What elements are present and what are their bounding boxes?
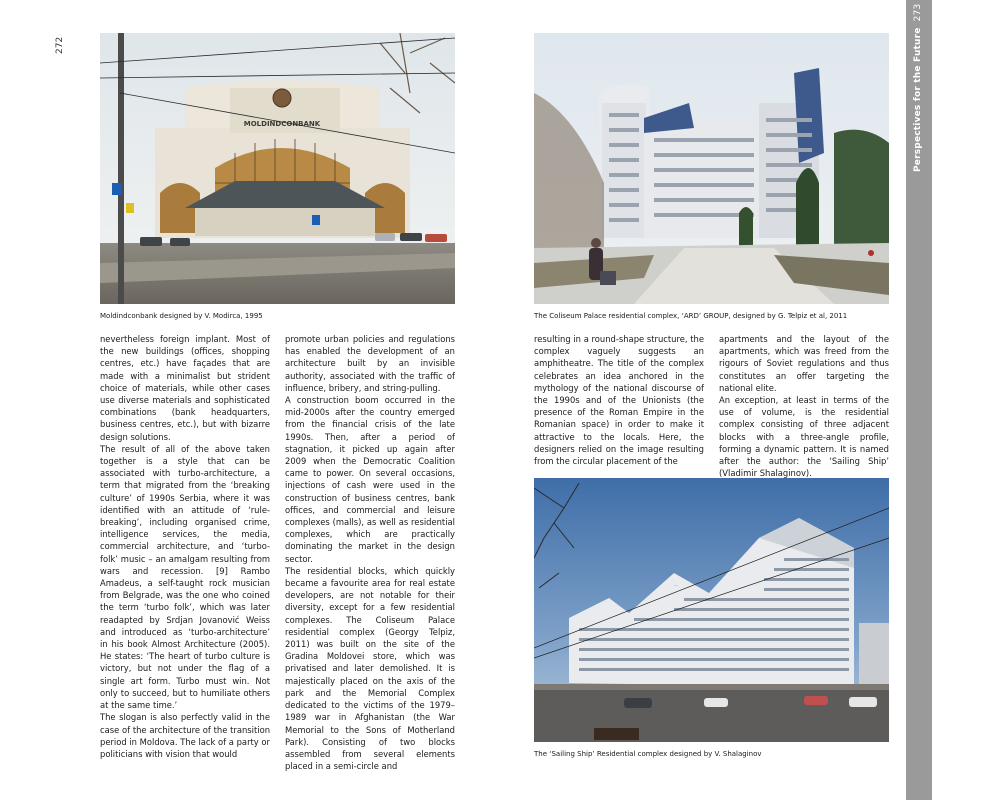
paragraph: promote urban policies and regulations has enabled the development of an architecture built by an invisible authority, associated with the traffic of influence, bribery, and string-pulling. <box>285 334 455 393</box>
page-number-right: 273 <box>913 3 923 22</box>
paragraph: The slogan is also perfectly valid in the case of the architecture of the transition period in Moldova. The lack of a party or politicians with vision that would <box>100 712 270 759</box>
sailing-ship-sign: ... <box>674 582 678 587</box>
paragraph: An exception, at least in terms of the use of volume, is the residential complex consisting of three adjacent blocks with a three-angle profile, forming a dynamic pattern. It is named after the author: the ‘Sailing Ship’ (Vladimir Shalaginov). <box>719 395 889 479</box>
paragraph: The result of all of the above taken together is a style that can be associated with turbo-architecture, a term that migrated from the ‘breaking culture’ of 1990s Serbia, where it was identified with an attitude of ‘rule-breaking’, including organised crime, intelligence services, the media, commercial architecture, and ‘turbo-folk’ music – an amalgam resulting from wars and recession. [9] Rambo Amadeus, a self-taught rock musician from Belgrade, was the one who coined the term ‘turbo folk’, which was later readapted by Srdjan Jovanović Weiss and introduced as ‘turbo-architecture’ in his book Almost Architecture (2005). He states: ‘The heart of turbo culture is victory, but not under the flag of a single art form. Turbo must win. Not only to succeed, but to humiliate others at the same time.’ <box>100 443 270 711</box>
photo-sailing-ship <box>534 478 889 742</box>
moldindconbank-sign: MOLDINDCONBANK <box>243 120 321 128</box>
running-head <box>906 3 932 172</box>
text-column-3 <box>534 333 704 467</box>
text-column-2 <box>285 333 455 772</box>
paragraph: resulting in a round-shape structure, the complex vaguely suggests an amphitheatre. The title of the complex celebrates an idea anchored in the mythology of the national discourse of the 1990s and of the Unionists (the presence of the Roman Empire in the Romanian space) in order to make it attractive to the locals. Here, the designers relied on the image resulting from the circular placement of the <box>534 334 704 467</box>
caption-coliseum-palace: The Coliseum Palace residential complex, ‘ARD’ GROUP, designed by G. Telpiz et al, 2011 <box>534 312 848 320</box>
paragraph: apartments and the layout of the apartments, which was freed from the rigours of Soviet regulations and thus constitutes an offer targeting the national elite. <box>719 334 889 393</box>
photo-moldindconbank <box>100 33 455 304</box>
paragraph: The residential blocks, which quickly became a favourite area for real estate developers, are not notable for their diversity, except for a few residential complexes. The Coliseum Palace residential complex (Georgy Telpiz, 2011) was built on the site of the Gradina Moldovei store, which was privatised and later demolished. It is majestically placed on the axis of the park and the Memorial Complex dedicated to the victims of the 1979–1989 war in Afghanistan (the War Memorial to the Sons of Motherland Park). Consisting of two blocks assembled from several elements placed in a semi-circle and <box>285 565 455 772</box>
page-number-left: 272 <box>55 36 65 54</box>
text-column-1 <box>100 333 270 760</box>
photo-coliseum-palace <box>534 33 889 304</box>
paragraph: A construction boom occurred in the mid-2000s after the country emerged from the financial crisis of the late 1990s. Then, after a period of stagnation, it picked up again after 2009 when the Democratic Coalition came to power. On several occasions, injections of cash were used in the construction of business centres, bank offices, and commercial and leisure complexes (malls), as well as residential complexes, which are practically dominating the market in the design sector. <box>285 395 455 564</box>
paragraph: nevertheless foreign implant. Most of the new buildings (offices, shopping centres, etc.) have façades that are made with a minimalist but strident choice of materials, while other cases use diverse materials and sophisticated combinations (bank headquarters, business centres, etc.), but with bizarre design solutions. <box>100 334 270 442</box>
text-column-4 <box>719 333 889 479</box>
running-head-title: Perspectives for the Future <box>913 27 923 172</box>
caption-moldindconbank: Moldindconbank designed by V. Modirca, 1995 <box>100 312 263 320</box>
caption-sailing-ship: The ‘Sailing Ship’ Residential complex designed by V. Shalaginov <box>534 750 762 758</box>
